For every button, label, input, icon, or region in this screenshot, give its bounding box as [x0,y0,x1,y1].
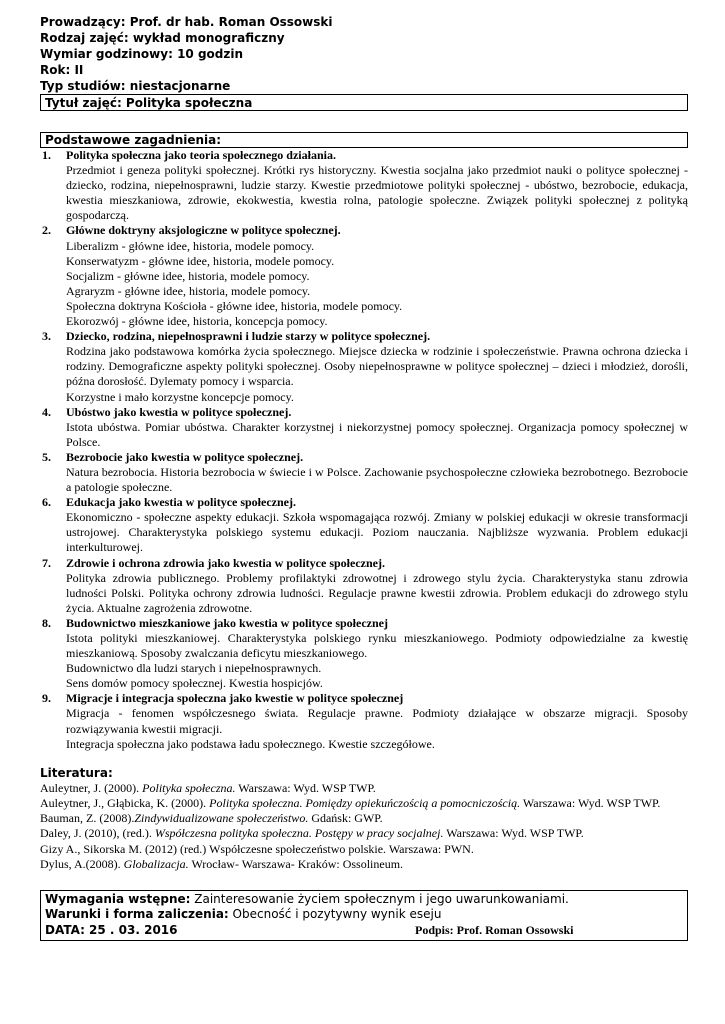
literature-author: Auleytner, J. (2000). [40,780,143,795]
signature: Podpis: Prof. Roman Ossowski [415,922,574,937]
year-line: Rok: II [40,63,84,77]
topic-title: Edukacja jako kwestia w polityce społecznej. [66,495,296,510]
literature-entry [40,857,688,872]
topic-number: 9. [42,691,51,706]
topic-description-line: Konserwatyzm - główne idee, historia, modele pomocy. [66,253,335,268]
topic-item [40,223,688,329]
topic-title: Polityka społeczna jako teoria społecznego działania. [66,148,336,162]
topic-item [40,556,688,616]
topic-item [40,691,688,751]
literature-entry [40,796,688,811]
topic-item [40,495,688,555]
literature-heading: Literatura: [40,765,113,780]
literature-title: Globalizacja. [123,856,189,871]
literature-title: Zindywidualizowane społeczeństwo. [134,811,309,826]
topic-description-line: Społeczna doktryna Kościoła - główne idee, historia, modele pomocy. [66,298,403,313]
topic-description-line: Integracja społeczna jako podstawa ładu społecznego. Kwestie szczegółowe. [66,736,435,751]
topic-description [66,239,688,330]
date-signature-row [45,923,683,938]
literature-title: Polityka społeczna. [142,780,236,795]
literature-entry [40,811,688,826]
topic-description-line: Rodzina jako podstawowa komórka życia społecznego. Miejsce dziecka w rodzinie i społeczeństwie. Prawna ochrona dziecka i rodziny. Demograficzne aspekty polityki społecznej. Osoby niepełnosprawne w polityce społecznej – dzieci i młodzież, dorośli, późna dorosłość. Dylematy pomocy i wsparcia. [66,344,688,389]
topic-description-line: Ekorozwój - główne idee, historia, koncepcja pomocy. [66,314,328,329]
literature-title: Współczesna polityka społeczna. Postępy w pracy socjalnej. [154,826,444,841]
topic-description [66,706,688,751]
topic-title: Dziecko, rodzina, niepełnosprawni i ludzie starzy w polityce społecznej. [66,329,431,344]
topic-description [66,510,688,555]
document-page [40,14,688,941]
literature-publisher: Warszawa: Wyd. WSP TWP. [235,780,376,795]
class-type-line: Rodzaj zajęć: wykład monograficzny [40,31,285,45]
literature-title: Polityka społeczna. Pomiędzy opiekuńczością a pomocniczością. [209,795,521,810]
pass-conditions-value: Obecność i pozytywny wynik eseju [228,907,442,922]
literature-entry [40,826,688,841]
literature-publisher: Warszawa: Wyd. WSP TWP. [443,826,584,841]
topic-description [66,571,688,616]
topic-title: Zdrowie i ochrona zdrowia jako kwestia w polityce społecznej. [66,555,385,570]
topic-item [40,148,688,223]
topic-description-line: Agraryzm - główne idee, historia, modele pomocy. [66,283,311,298]
topic-item [40,405,688,450]
topic-description [66,465,688,495]
literature-author: Gizy A., Sikorska M. (2012) (red.) Współczesne społeczeństwo polskie. Warszawa: PWN. [40,841,474,856]
topic-description [66,420,688,450]
literature-publisher: Wrocław- Warszawa- Kraków: Ossolineum. [188,856,404,871]
topic-number: 3. [42,329,51,344]
topic-description-line: Sens domów pomocy społecznej. Kwestia hospicjów. [66,676,323,691]
topic-description-line: Istota polityki mieszkaniowej. Charakterystyka polskiego rynku mieszkaniowego. Podmioty odpowiedzialne za kwestię mieszkaniową. Sposoby zwalczania deficytu mieszkaniowego. [66,631,688,661]
topic-description-line: Ekonomiczno - społeczne aspekty edukacji. Szkoła wspomagająca rozwój. Zmiany w polskiej edukacji w okresie transformacji ustrojowej. Charakterystyka polskiego systemu edukacji. Poziom nauczania. Najbliższe wyzwania. Problem edukacji interkulturowej. [66,510,688,555]
topic-title: Budownictwo mieszkaniowe jako kwestia w polityce społecznej [66,615,388,630]
date: DATA: 25 . 03. 2016 [45,922,178,937]
topic-description-line: Migracja - fenomen współczesnego świata. Regulacje prawne. Podmioty działające w obszarze migracji. Sposoby rozwiązywania kwestii migracji. [66,706,688,736]
topic-number: 8. [42,615,51,630]
topic-title: Ubóstwo jako kwestia w polityce społecznej. [66,404,292,419]
topic-description [66,631,688,691]
literature-publisher: Warszawa: Wyd. WSP TWP. [520,795,661,810]
topic-item [40,329,688,404]
topic-description-line: Przedmiot i geneza polityki społecznej. Krótki rys historyczny. Kwestia socjalna jako przedmiot nauki o polityce społecznej - dziecko, rodzina, niepełnosprawni, ludzie starzy. Kwestie przedmiotowe polityki społecznej - ubóstwo, bezrobocie, edukacja, kwestia mieszkaniowa, zdrowie, ekokwestia, kwestia rolna, patologie społeczne. Związek polityki społecznej z polityką gospodarczą. [66,163,688,223]
topic-title: Migracje i integracja społeczna jako kwestie w polityce społecznej [66,691,404,706]
literature-author: Auleytner, J., Głąbicka, K. (2000). [40,795,210,810]
topics-heading: Podstawowe zagadnienia: [40,132,688,148]
pass-conditions-line [45,907,683,923]
topics-list [40,148,688,752]
topic-description-line: Socjalizm - główne idee, historia, modele pomocy. [66,268,310,283]
topic-description-line: Liberalizm - główne idee, historia, modele pomocy. [66,238,315,253]
literature-author: Daley, J. (2010), (red.). [40,826,155,841]
topic-description-line: Polityka zdrowia publicznego. Problemy profilaktyki zdrowotnej i zdrowego stylu życia. Charakterystyka stanu zdrowia ludności Polski. Polityka ochrony zdrowia ludności. Regulacje prawne kwestii zdrowia. Problem edukacji do zdrowego stylu życia. Aktualne zagrożenia zdrowotne. [66,570,688,615]
topic-item [40,450,688,495]
topic-title: Główne doktryny aksjologiczne w polityce społecznej. [66,223,341,238]
literature-publisher: Gdańsk: GWP. [308,811,383,826]
topic-description-line: Korzystne i mało korzystne koncepcje pomocy. [66,389,294,404]
requirements-box [40,890,688,941]
prerequisites-label: Wymagania wstępne: [45,891,191,906]
topic-item [40,616,688,691]
topic-description-line: Istota ubóstwa. Pomiar ubóstwa. Charakter korzystnej i niekorzystnej pomocy społecznej. Organizacja pomocy społecznej w Polsce. [66,419,688,449]
topic-number: 5. [42,449,51,464]
hours-line: Wymiar godzinowy: 10 godzin [40,47,244,61]
topic-number: 1. [42,148,51,162]
literature-entry [40,781,688,796]
topic-title: Bezrobocie jako kwestia w polityce społecznej. [66,449,304,464]
topic-description-line: Budownictwo dla ludzi starych i niepełnosprawnych. [66,661,322,676]
topic-number: 4. [42,404,51,419]
topic-number: 7. [42,555,51,570]
topic-description [66,344,688,404]
topic-number: 2. [42,223,51,238]
prerequisites-line [45,892,683,908]
course-title: Tytuł zajęć: Polityka społeczna [40,94,688,111]
literature-author: Dylus, A.(2008). [40,856,124,871]
topic-number: 6. [42,495,51,510]
topic-description-line: Natura bezrobocia. Historia bezrobocia w świecie i w Polsce. Zachowanie psychospołeczne człowieka bezrobotnego. Bezrobocie a patologie społeczne. [66,464,688,495]
literature-author: Bauman, Z. (2008). [40,811,135,826]
pass-conditions-label: Warunki i forma zaliczenia: [45,907,229,922]
study-type-line: Typ studiów: niestacjonarne [40,79,231,93]
lecturer-line: Prowadzący: Prof. dr hab. Roman Ossowski [40,15,333,29]
prerequisites-value: Zainteresowanie życiem społecznym i jego uwarunkowaniami. [190,891,569,906]
literature-list [40,781,688,872]
literature-entry [40,842,688,857]
topic-description [66,163,688,223]
